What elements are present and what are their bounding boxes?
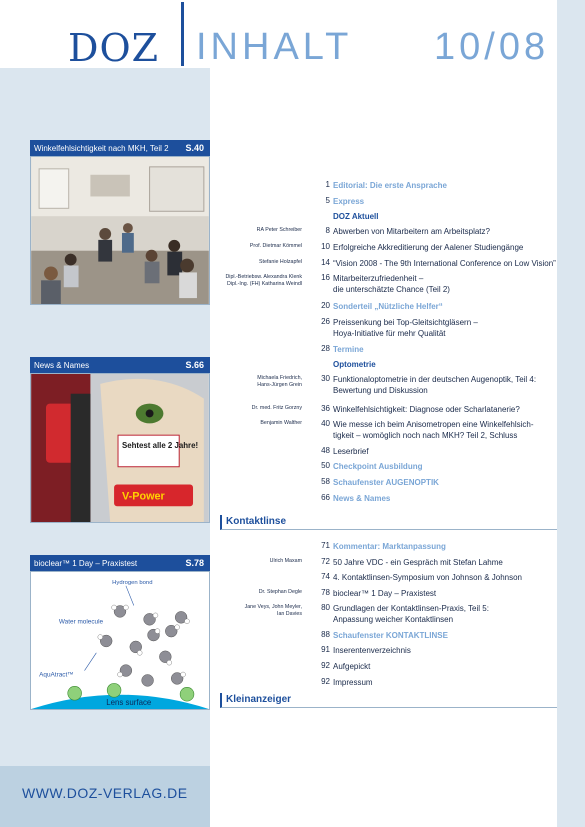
toc-page-number: 78: [321, 588, 330, 597]
molecule-diagram: [30, 571, 210, 710]
toc-entry[interactable]: [220, 677, 557, 690]
toc-page-number: 5: [325, 196, 330, 205]
aquatract-label: AquAtract™: [39, 671, 74, 679]
doz-logo: DOZ: [68, 26, 160, 70]
toc-title: [333, 557, 503, 568]
toc-title-line: Optometrie: [333, 360, 376, 369]
toc-entry[interactable]: [220, 273, 557, 294]
toc-title-line: Leserbrief: [333, 447, 369, 456]
toc-entry[interactable]: [220, 603, 557, 624]
toc-page-number: 92: [321, 677, 330, 686]
toc-title: [333, 344, 364, 355]
toc-author-line: Dipl.-Ing. (FH) Katharina Weindl: [227, 280, 302, 287]
toc-title-line: Wie messe ich beim Anisometropen eine Winkelfehlsich-: [333, 420, 534, 429]
toc-entry[interactable]: [220, 630, 557, 643]
toc-entry[interactable]: [220, 242, 557, 255]
toc-entry[interactable]: [220, 226, 557, 239]
feature-box-page: S.40: [185, 143, 204, 153]
toc-title: [333, 211, 378, 222]
toc-entry[interactable]: [220, 588, 557, 601]
toc-title-line: Express: [333, 197, 365, 206]
meeting-room-photo: [30, 156, 210, 305]
news-photo: [30, 373, 210, 523]
feature-box-news[interactable]: [30, 357, 210, 528]
toc-title-line: Anpassung weicher Kontaktlinsen: [333, 615, 454, 624]
toc-title-line: Sonderteil „Nützliche Helfer“: [333, 302, 443, 311]
toc-entry[interactable]: [220, 645, 557, 658]
sehtest-label: Sehtest alle 2 Jahre!: [121, 441, 199, 450]
toc-title: [333, 446, 369, 457]
toc-title-line: Grundlagen der Kontaktlinsen-Praxis, Teil 5:: [333, 604, 489, 613]
toc-entry[interactable]: [220, 301, 557, 314]
toc-title: [333, 661, 370, 672]
water-molecule-label: Water molecule: [58, 618, 104, 626]
toc-page-number: 16: [321, 273, 330, 282]
toc-title-line: Funktionaloptometrie in der deutschen Augenoptik, Teil 4:: [333, 375, 537, 384]
toc-page-number: 20: [321, 301, 330, 310]
toc-page-number: 36: [321, 404, 330, 413]
toc-title: [333, 196, 364, 207]
toc-entry[interactable]: [220, 196, 557, 209]
toc-page-number: 74: [321, 572, 330, 581]
toc-author: [252, 405, 302, 412]
toc-title: [333, 677, 373, 688]
toc-entry[interactable]: [220, 317, 557, 338]
toc-author-line: Ian Davies: [276, 610, 302, 617]
toc-title-line: bioclear™ 1 Day – Praxistest: [333, 589, 437, 598]
lens-surface-label: Lens surface: [106, 698, 152, 708]
toc-entry[interactable]: [220, 493, 557, 506]
toc-entry[interactable]: [220, 404, 557, 417]
toc-title: [333, 317, 478, 339]
toc-page-number: 10: [321, 242, 330, 251]
toc-entry[interactable]: [220, 211, 557, 224]
toc-page-number: 1: [325, 180, 330, 189]
toc-author: [257, 375, 302, 388]
feature-box-header: [30, 555, 210, 571]
toc-title: [333, 493, 390, 504]
toc-title-line: 4. Kontaktlinsen-Symposium von Johnson & Johnson: [333, 573, 522, 582]
toc-title-line: Hoya-Initiative für mehr Qualität: [333, 329, 446, 338]
feature-box-page: S.78: [185, 558, 204, 568]
toc-page-number: 50: [321, 461, 330, 470]
toc-author-line: Prof. Dietmar Kömmel: [249, 243, 302, 249]
toc-page-number: 72: [321, 557, 330, 566]
toc-author-line: Dr. med. Fritz Gorzny: [251, 405, 302, 411]
toc-title-line: “Vision 2008 - The 9th International Conference on Low Vision”: [333, 259, 556, 268]
toc-title: [333, 603, 489, 625]
toc-author: [225, 274, 302, 287]
toc-title-line: die unterschätzte Chance (Teil 2): [333, 285, 450, 294]
toc-title: [333, 359, 376, 370]
toc-page-number: 66: [321, 493, 330, 502]
toc-author-line: Benjamin Walther: [260, 420, 302, 426]
header-divider: [181, 2, 184, 66]
toc-title-line: Kommentar: Marktanpassung: [333, 542, 446, 551]
toc-page-number: 71: [321, 541, 330, 550]
toc-title-line: Checkpoint Ausbildung: [333, 462, 423, 471]
issue-number: 10/08: [434, 26, 550, 68]
toc-page-number: 26: [321, 317, 330, 326]
toc-author: [259, 259, 302, 266]
toc-page-number: 58: [321, 477, 330, 486]
toc-title-line: Schaufenster KONTAKTLINSE: [333, 631, 448, 640]
toc-title-line: Mitarbeiterzufriedenheit –: [333, 274, 424, 283]
feature-box-bioclear[interactable]: [30, 555, 210, 715]
section-kleinanzeiger[interactable]: Kleinanzeiger: [220, 693, 557, 708]
toc-title-line: Termine: [333, 345, 364, 354]
toc-page-number: 30: [321, 374, 330, 383]
toc-page-number: 92: [321, 661, 330, 670]
toc-entry[interactable]: [220, 477, 557, 490]
toc-title: [333, 273, 450, 295]
toc-author-line: Hans-Jürgen Grein: [257, 381, 302, 388]
toc-page-number: 80: [321, 603, 330, 612]
toc-title: [333, 242, 523, 253]
toc-entry[interactable]: [220, 374, 557, 395]
publisher-url-link[interactable]: WWW.DOZ-VERLAG.DE: [22, 785, 188, 801]
feature-box-title: News & Names: [34, 360, 90, 370]
toc-title-line: Erfolgreiche Akkreditierung der Aalener Studiengänge: [333, 243, 524, 252]
toc-author-line: Michaela Friedrich,: [257, 375, 302, 381]
toc-entry[interactable]: [220, 572, 557, 585]
toc-page-number: 28: [321, 344, 330, 353]
hydrogen-bond-label: Hydrogen bond: [112, 579, 153, 586]
toc-title: [333, 226, 490, 237]
toc-title: [333, 645, 411, 656]
toc-title: [333, 588, 436, 599]
toc-author: [270, 558, 302, 565]
toc-author-line: Stefanie Holzapfel: [259, 259, 302, 265]
toc-title-line: Preissenkung bei Top-Gleitsichtgläsern –: [333, 318, 478, 327]
toc-title: [333, 461, 422, 472]
toc-title-line: DOZ Aktuell: [333, 212, 379, 221]
toc-title: [333, 180, 447, 191]
toc-title: [333, 258, 556, 269]
toc-title: [333, 404, 520, 415]
toc-title-line: 50 Jahre VDC - ein Gespräch mit Stefan Lahme: [333, 558, 503, 567]
feature-box-title: Winkelfehlsichtigkeit nach MKH, Teil 2: [34, 143, 169, 153]
vpower-label: V-Power: [121, 490, 165, 503]
toc-title-line: Winkelfehlsichtigkeit: Diagnose oder Scharlatanerie?: [333, 405, 520, 414]
toc-entry[interactable]: [220, 419, 557, 440]
toc-page-number: 88: [321, 630, 330, 639]
toc-entry[interactable]: [220, 461, 557, 474]
feature-box-title: bioclear™ 1 Day – Praxistest: [34, 558, 138, 568]
toc-author: [250, 243, 302, 250]
toc-title-line: tigkeit – womöglich noch nach MKH? Teil 2, Schluss: [333, 431, 518, 440]
page-title: INHALT: [196, 26, 353, 68]
feature-box-page: S.66: [185, 360, 204, 370]
toc-title-line: Inserentenverzeichnis: [333, 646, 411, 655]
right-band: [557, 0, 585, 827]
toc-page-number: 91: [321, 645, 330, 654]
toc-author: [245, 604, 302, 617]
toc-title-line: Impressum: [333, 678, 373, 687]
toc-title-line: News & Names: [333, 494, 391, 503]
toc-entry[interactable]: [220, 258, 557, 271]
section-kontaktlinse[interactable]: Kontaktlinse: [220, 515, 557, 530]
toc-entry[interactable]: [220, 344, 557, 357]
feature-box-mkh[interactable]: [30, 140, 210, 310]
toc-author-line: Jane Veys, John Meyler,: [244, 604, 302, 610]
toc-author: [257, 227, 302, 234]
feature-box-header: [30, 140, 210, 156]
toc-entry[interactable]: [220, 180, 557, 193]
toc-entry[interactable]: [220, 661, 557, 674]
toc-entry[interactable]: [220, 446, 557, 459]
toc-page-number: 8: [325, 226, 330, 235]
toc-author-line: Ulrich Maxam: [269, 558, 302, 564]
toc-title: [333, 541, 446, 552]
toc-title-line: Bewertung und Diskussion: [333, 386, 428, 395]
toc-entry[interactable]: [220, 359, 557, 372]
toc-author-line: Dr. Stephan Degle: [258, 589, 302, 595]
toc-page-number: 14: [321, 258, 330, 267]
toc-entry[interactable]: [220, 557, 557, 570]
toc-title: [333, 477, 439, 488]
toc-page-number: 48: [321, 446, 330, 455]
toc-title-line: Aufgepickt: [333, 662, 371, 671]
toc-title: [333, 419, 534, 441]
toc-title: [333, 630, 448, 641]
toc-entry[interactable]: [220, 541, 557, 554]
toc-author: [260, 420, 302, 427]
toc-title-line: Editorial: Die erste Ansprache: [333, 181, 447, 190]
toc-title: [333, 572, 522, 583]
toc-author: [259, 589, 302, 596]
toc-title: [333, 301, 443, 312]
feature-box-header: [30, 357, 210, 373]
toc-title-line: Schaufenster AUGENOPTIK: [333, 478, 439, 487]
toc-title: [333, 374, 536, 396]
toc-title-line: Abwerben von Mitarbeitern am Arbeitsplatz?: [333, 227, 490, 236]
toc-page-number: 40: [321, 419, 330, 428]
toc-author-line: RA Peter Schreiber: [256, 227, 302, 233]
toc-author-line: Dipl.-Betriebsw. Alexandra Klenk: [225, 274, 302, 280]
